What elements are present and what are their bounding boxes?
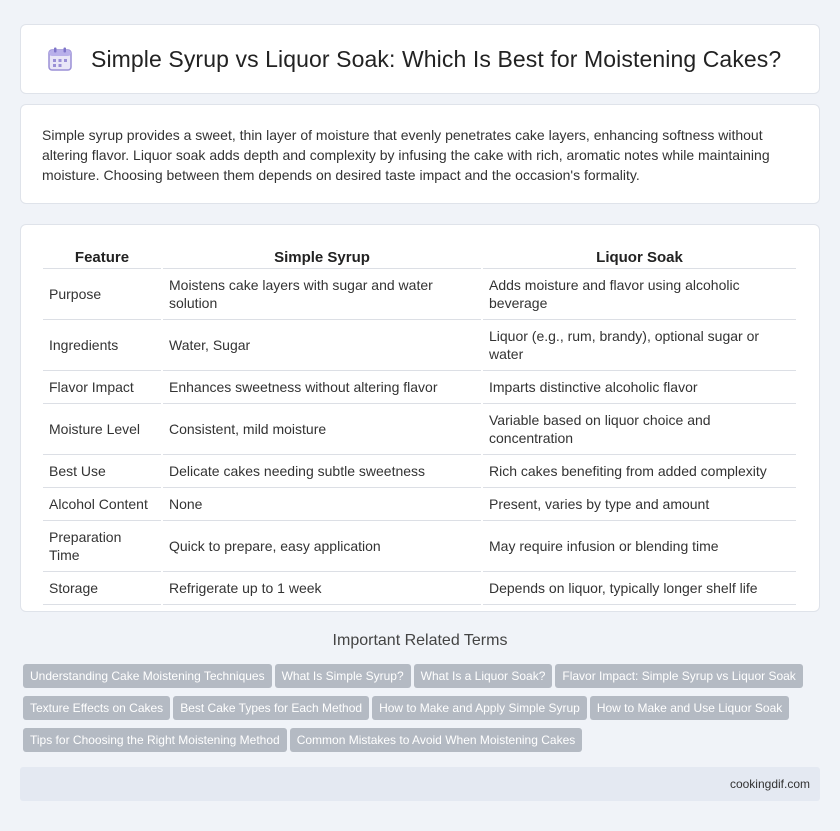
intro-text: Simple syrup provides a sweet, thin layer of moisture that evenly penetrates cake layers, enhancing softness without altering flavor. Liquor soak adds depth and complexity by infusing the cake with rich, aromatic notes while maintaining moisture. Choosing between them depends on desired taste impact and the occasion's formality. <box>42 127 770 183</box>
footer <box>20 767 820 801</box>
table-cell: Water, Sugar <box>163 320 481 371</box>
table-row <box>43 488 796 521</box>
table-cell: None <box>163 488 481 521</box>
table-cell: Enhances sweetness without altering flavor <box>163 371 481 404</box>
column-header-feature: Feature <box>43 245 161 269</box>
table-cell: Adds moisture and flavor using alcoholic beverage <box>483 269 796 320</box>
tag-link[interactable]: Common Mistakes to Avoid When Moistening Cakes <box>290 728 583 752</box>
table-cell: Flavor Impact <box>43 371 161 404</box>
table-cell: May require infusion or blending time <box>483 521 796 572</box>
table-cell: Delicate cakes needing subtle sweetness <box>163 455 481 488</box>
table-row <box>43 269 796 320</box>
calendar-icon <box>47 46 73 72</box>
comparison-table-card <box>20 224 820 612</box>
table-header-row <box>43 245 796 269</box>
table-cell: Variable based on liquor choice and concentration <box>483 404 796 455</box>
table-row <box>43 404 796 455</box>
tag-link[interactable]: Understanding Cake Moistening Techniques <box>23 664 272 688</box>
table-cell: Ingredients <box>43 320 161 371</box>
table-row <box>43 371 796 404</box>
comparison-table <box>41 245 798 605</box>
table-cell: Purpose <box>43 269 161 320</box>
table-cell: Imparts distinctive alcoholic flavor <box>483 371 796 404</box>
column-header-liquor-soak: Liquor Soak <box>483 245 796 269</box>
table-row <box>43 455 796 488</box>
tag-link[interactable]: Best Cake Types for Each Method <box>173 696 369 720</box>
page-title: Simple Syrup vs Liquor Soak: Which Is Best for Moistening Cakes? <box>91 45 782 72</box>
tag-link[interactable]: What Is a Liquor Soak? <box>414 664 553 688</box>
tag-link[interactable]: Tips for Choosing the Right Moistening Method <box>23 728 287 752</box>
table-cell: Alcohol Content <box>43 488 161 521</box>
table-cell: Preparation Time <box>43 521 161 572</box>
table-row <box>43 521 796 572</box>
column-header-simple-syrup: Simple Syrup <box>163 245 481 269</box>
related-terms-tags <box>23 664 823 760</box>
table-cell: Quick to prepare, easy application <box>163 521 481 572</box>
page-header <box>20 24 820 94</box>
tag-link[interactable]: How to Make and Use Liquor Soak <box>590 696 789 720</box>
table-cell: Storage <box>43 572 161 605</box>
table-cell: Refrigerate up to 1 week <box>163 572 481 605</box>
table-cell: Rich cakes benefiting from added complexity <box>483 455 796 488</box>
table-row <box>43 572 796 605</box>
table-cell: Best Use <box>43 455 161 488</box>
table-row <box>43 320 796 371</box>
table-cell: Liquor (e.g., rum, brandy), optional sugar or water <box>483 320 796 371</box>
related-terms-title: Important Related Terms <box>332 632 508 649</box>
tag-link[interactable]: Texture Effects on Cakes <box>23 696 170 720</box>
tag-link[interactable]: Flavor Impact: Simple Syrup vs Liquor Soak <box>555 664 802 688</box>
tag-link[interactable]: How to Make and Apply Simple Syrup <box>372 696 587 720</box>
table-cell: Depends on liquor, typically longer shelf life <box>483 572 796 605</box>
table-cell: Moistens cake layers with sugar and water solution <box>163 269 481 320</box>
intro-section <box>20 104 820 204</box>
table-cell: Present, varies by type and amount <box>483 488 796 521</box>
table-cell: Consistent, mild moisture <box>163 404 481 455</box>
table-cell: Moisture Level <box>43 404 161 455</box>
tag-link[interactable]: What Is Simple Syrup? <box>275 664 411 688</box>
footer-site-link[interactable]: cookingdif.com <box>729 777 810 791</box>
